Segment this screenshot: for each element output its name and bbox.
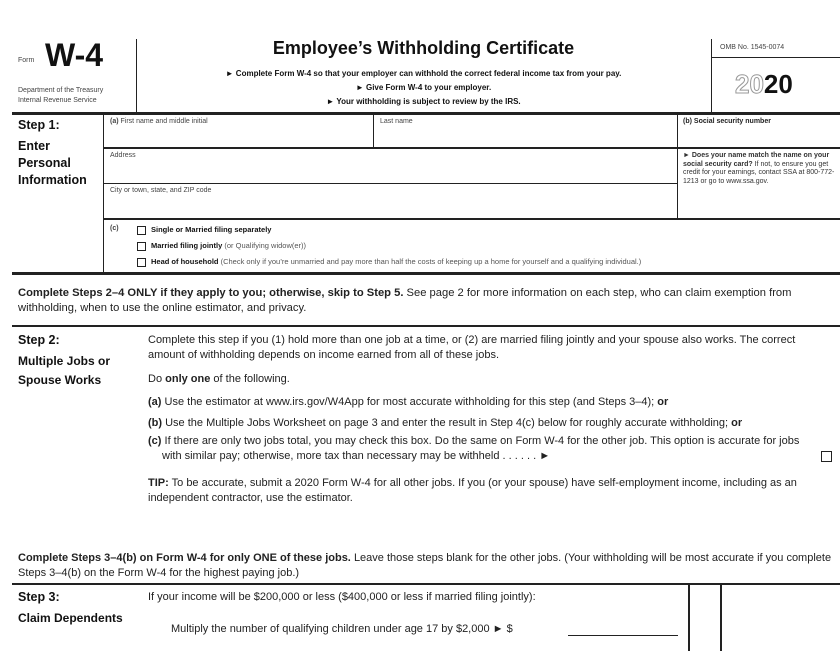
step2-body: Complete this step if you (1) hold more than one job at a time, or (2) are married filing jointly and your spouse also works. The correct amount of withholding depends on income earned from all of these jobs. Do only one of the following. (a) Use the estimator at www.irs.gov/W4App for most accurate withholding for this step (and Steps 3–4); or (b) Use the Multiple Jobs Worksheet on page 3 and enter the result in Step 4(c) below for roughly accurate withholding; or (c) If there are only two jobs total, you may check this box. Do the same on Form W-4 for the other job. This option is accurate for jobs with similar pay; otherwise, more tax than necessary may be withheld . . . . . . ► TIP: To be accurate, submit a 2020 Form W-4 for all other jobs. If you (or your spouse) have self-employment income, including as an independent contractor, use the estimator. xyxy=(148,333,832,506)
two-jobs-checkbox[interactable] xyxy=(821,451,832,462)
omb-number: OMB No. 1545-0074 xyxy=(720,44,785,51)
first-name-label: First name and middle initial xyxy=(120,118,208,125)
checkbox[interactable] xyxy=(137,258,146,267)
filing-option-single[interactable]: Single or Married filing separately xyxy=(137,222,641,238)
step1-section xyxy=(18,116,103,189)
city-label: City or town, state, and ZIP code xyxy=(110,187,212,194)
tip: TIP: To be accurate, submit a 2020 Form W-4 for all other jobs. If you (or your spouse) have self-employment income, including as an independent contractor, use the estimator. xyxy=(148,477,797,504)
instruction-3: ► Your withholding is subject to review by the IRS. xyxy=(326,97,521,106)
dept-line2: Internal Revenue Service xyxy=(18,97,97,104)
option-c: (c) If there are only two jobs total, you may check this box. Do the same on Form W-4 for the other job. This option is accurate for jobs with similar pay; otherwise, more tax than necessary may be withheld . . . . . . ► xyxy=(148,434,832,464)
notice-steps-3-4b: Complete Steps 3–4(b) on Form W-4 for only ONE of these jobs. Leave those steps blank for the other jobs. (Your withholding will be most accurate if you complete Steps 3–4(b) on the Form W-4 for the highest paying job.) xyxy=(18,552,832,579)
city-input[interactable] xyxy=(104,197,676,217)
form-title: Employee’s Withholding Certificate xyxy=(272,38,575,58)
address-input[interactable] xyxy=(104,162,676,182)
children-amount-input[interactable] xyxy=(568,635,678,636)
tax-year: 2020 xyxy=(735,69,793,99)
last-name-label: Last name xyxy=(380,118,413,125)
instruction-2: ► Give Form W-4 to your employer. xyxy=(355,83,492,92)
checkbox[interactable] xyxy=(137,226,146,235)
filing-option-joint[interactable]: Married filing jointly (or Qualifying widow(er)) xyxy=(137,238,641,254)
step1-title: Step 1: xyxy=(18,118,60,132)
ssn-label: Social security number xyxy=(693,118,771,125)
form-label: Form xyxy=(18,57,35,64)
first-name-input[interactable] xyxy=(104,128,372,146)
instruction-1: ► Complete Form W-4 so that your employer can withhold the correct federal income tax from your pay. xyxy=(225,69,622,78)
step3-intro: If your income will be $200,000 or less ($400,000 or less if married filing jointly): xyxy=(148,591,536,603)
ssa-note: ► Does your name match the name on your social security card? If not, to ensure you get credit for your earnings, contact SSA at 800-772-1213 or go to www.ssa.gov. xyxy=(683,152,835,185)
option-a: (a) Use the estimator at www.irs.gov/W4App for most accurate withholding for this step (and Steps 3–4); or xyxy=(148,396,669,408)
step1-subtitle: Enter Personal Information xyxy=(18,139,87,187)
checkbox[interactable] xyxy=(137,242,146,251)
step2-section: Step 2: Multiple Jobs or Spouse Works xyxy=(18,333,111,387)
address-label: Address xyxy=(110,152,136,159)
dept-line1: Department of the Treasury xyxy=(18,87,104,94)
last-name-input[interactable] xyxy=(374,128,676,146)
ssn-input[interactable] xyxy=(678,128,840,146)
filing-option-head[interactable]: Head of household (Check only if you’re unmarried and pay more than half the costs of keeping up a home for yourself and a qualifying individual.) xyxy=(137,254,641,270)
option-b: (b) Use the Multiple Jobs Worksheet on page 3 and enter the result in Step 4(c) below for roughly accurate withholding; or xyxy=(148,417,743,429)
notice-steps-2-4: Complete Steps 2–4 ONLY if they apply to you; otherwise, skip to Step 5. See page 2 for more information on each step, who can claim exemption from withholding, when to use the online estimator, and privacy. xyxy=(18,287,792,314)
step3-section: Step 3: Claim Dependents xyxy=(18,590,123,625)
form-number: W-4 xyxy=(45,37,104,73)
form-header xyxy=(0,35,840,113)
children-line: Multiply the number of qualifying children under age 17 by $2,000 ► $ xyxy=(171,623,513,635)
